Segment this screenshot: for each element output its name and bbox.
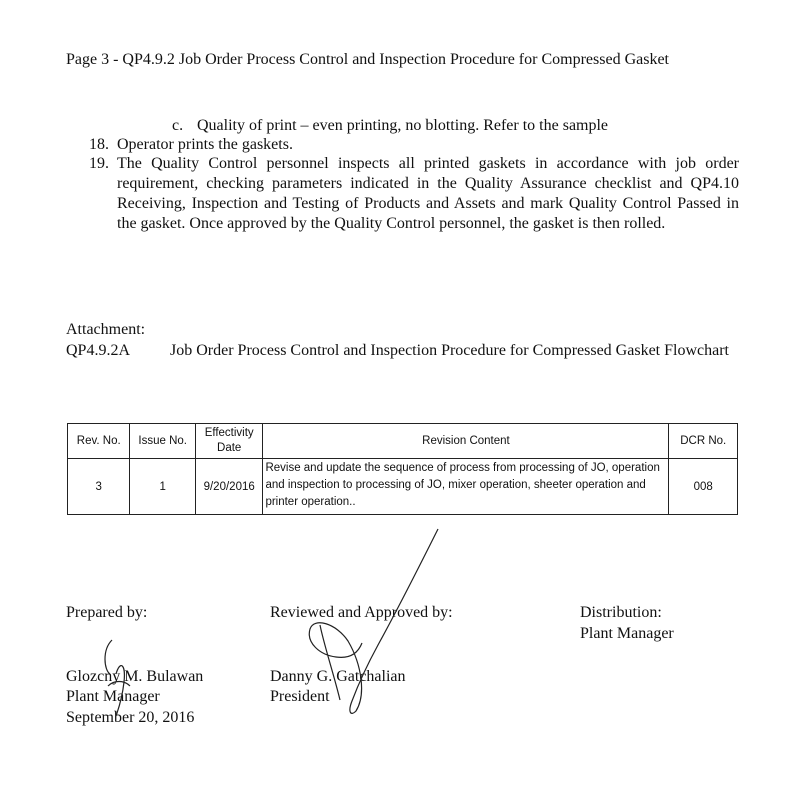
preparer-name: Glozcny M. Bulawan <box>66 668 204 685</box>
reviewer-title: President <box>270 688 330 705</box>
cell-revision-content: Revise and update the sequence of process from processing of JO, operation and inspection to processing of JO, mixer operation, sheeter operation and printer operation.. <box>263 459 669 515</box>
page-header: Page 3 - QP4.9.2 Job Order Process Control and Inspection Procedure for Compressed Gasket <box>66 51 669 68</box>
step-18-text: Operator prints the gaskets. <box>117 136 293 153</box>
header-dcr-no: DCR No. <box>669 424 738 459</box>
preparer-date: September 20, 2016 <box>66 709 195 726</box>
step-19-number: 19. <box>89 155 109 172</box>
header-revision-content: Revision Content <box>263 424 669 459</box>
cell-issue-no: 1 <box>130 459 195 515</box>
header-issue-no: Issue No. <box>130 424 195 459</box>
step-19-text: The Quality Control personnel inspects all printed gaskets in accordance with job order requirement, checking parameters indicated in the Quality Assurance checklist and QP4.10 Receiving, Inspection and Testing of Products and Assets and mark Quality Control Passed in the gasket. Once approved by the Quality Control personnel, the gasket is then rolled. <box>117 155 739 232</box>
step-18-number: 18. <box>89 136 109 153</box>
reviewer-name: Danny G. Gatchalian <box>270 668 406 685</box>
table-header-row <box>68 424 738 459</box>
prepared-by-label: Prepared by: <box>66 604 148 621</box>
distribution-recipient: Plant Manager <box>580 625 674 642</box>
header-rev-no: Rev. No. <box>68 424 130 459</box>
cell-rev-no: 3 <box>68 459 130 515</box>
step-c-text: Quality of print – even printing, no blotting. Refer to the sample <box>197 117 609 134</box>
preparer-title: Plant Manager <box>66 688 160 705</box>
step-c-marker: c. <box>172 117 184 134</box>
attachment-title: Job Order Process Control and Inspection Procedure for Compressed Gasket Flowchart <box>170 342 729 359</box>
attachment-code: QP4.9.2A <box>66 342 131 359</box>
table-row <box>68 459 738 515</box>
revision-table <box>67 423 738 515</box>
cell-dcr-no: 008 <box>669 459 738 515</box>
header-effectivity-date: Effectivity Date <box>195 424 263 459</box>
distribution-label: Distribution: <box>580 604 662 621</box>
cell-effectivity-date: 9/20/2016 <box>195 459 263 515</box>
reviewed-by-label: Reviewed and Approved by: <box>270 604 453 621</box>
attachment-label: Attachment: <box>66 321 146 338</box>
